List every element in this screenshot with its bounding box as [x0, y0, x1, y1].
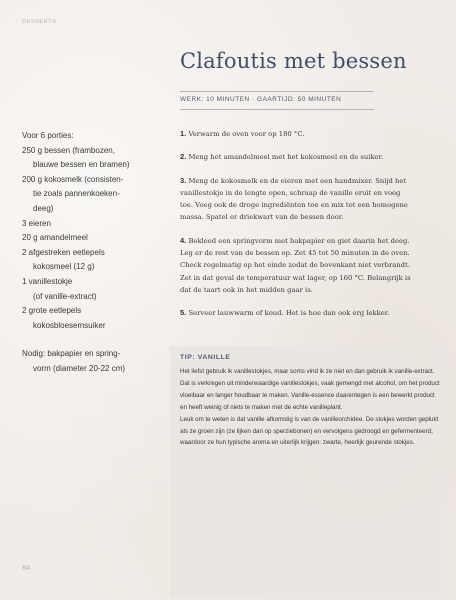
ingredient-item: 20 g amandelmeel	[22, 233, 88, 243]
ingredient-item: 3 eieren	[22, 218, 51, 228]
recipe-step	[180, 235, 412, 296]
step-number: 1.	[180, 129, 187, 138]
recipe-step	[180, 175, 412, 224]
step-text: Meng de kokosmelk en de eieren met een handmixer. Snijd het vanillestokje in de lengte open, schraap de vanille eruit en voeg toe. Voeg ook de droge ingrediënten toe en mix tot een homogene massa. Spatel er driekwart van de bessen door.	[180, 176, 408, 222]
tip-paragraph: Leuk om te weten is dat vanille afkomstig is van de vanilleorchidee. De stokjes worden geplukt als ze groen zijn (ze lijken dan op sperziebonen) en vervolgens gedroogd en gefermenteerd, waardoor ze hun typische aroma en uiterlijk krijgen: zwarte, heerlijk geurende stokjes.	[180, 415, 439, 447]
step-number: 4.	[180, 235, 187, 245]
step-number: 3.	[180, 175, 187, 185]
meta-bottom-rule	[180, 109, 374, 110]
tip-paragraph: Het liefst gebruik ik vanillestokjes, maar soms vind ik ze niet en dan gebruik ik vanille-extract. Dat is verkregen uit minderwaardige vanillestokjes, vaak gemengd met alcohol, om het product vloeibaar en langer houdbaar te maken. Vanille-essence daarentegen is een bewerkt product en heeft weinig of niets te maken met de echte vanilleplant.	[180, 368, 440, 411]
ingredient-item: 1 vanillestokje (of vanille-extract)	[22, 276, 97, 301]
ingredient-item: 2 grote eetlepels kokosbloesemsuiker	[22, 306, 106, 330]
step-number: 5.	[180, 308, 187, 318]
ingredients-list	[22, 129, 157, 377]
ingredient-item: 200 g kokosmelk (consisten- tie zoals pannenkoeken- deeg)	[22, 174, 124, 213]
step-text: Meng het amandelmeel met het kokosmeel en de suiker.	[188, 153, 384, 162]
recipe-step	[180, 128, 412, 140]
servings-line: Voor 6 porties:	[22, 131, 74, 140]
recipe-step	[180, 307, 412, 319]
step-number: 2.	[180, 152, 187, 162]
running-head: DESSERTS	[22, 19, 57, 25]
ingredient-item: 2 afgestreken eetlepels kokosmeel (12 g)	[22, 247, 105, 272]
equipment-note: Nodig: bakpapier en spring- vorm (diameter 20-22 cm)	[22, 349, 126, 373]
tip-title: TIP: VANILLE	[180, 354, 231, 361]
step-text: Serveer lauwwarm of koud. Het is hoe dan ook erg lekker.	[188, 309, 390, 318]
step-text: Bekleed een springvorm met bakpapier en giet daarin het deeg. Leg er de rest van de bessen op. Zet 45 tot 50 minuten in de oven. Check regelmatig op het einde zodat de bovenkant niet verbrandt. Zet in dat geval de temperatuur wat lager, op 160 °C. Belangrijk is dat de taart ook in het midden gaar is.	[180, 236, 411, 294]
tip-body	[180, 366, 442, 449]
recipe-title: Clafoutis met bessen	[180, 49, 407, 73]
meta-top-rule	[180, 91, 374, 92]
page-number: 84	[22, 563, 31, 572]
recipe-step	[180, 151, 412, 163]
step-text: Verwarm de oven voor op 180 °C.	[188, 130, 305, 138]
prep-time-meta: WERK: 10 MINUTEN · GAARTIJD: 50 MINUTEN	[180, 96, 342, 103]
recipe-steps	[180, 128, 412, 331]
ingredient-items	[22, 144, 157, 334]
ingredient-item: 250 g bessen (frambozen, blauwe bessen en bramen)	[22, 145, 130, 170]
